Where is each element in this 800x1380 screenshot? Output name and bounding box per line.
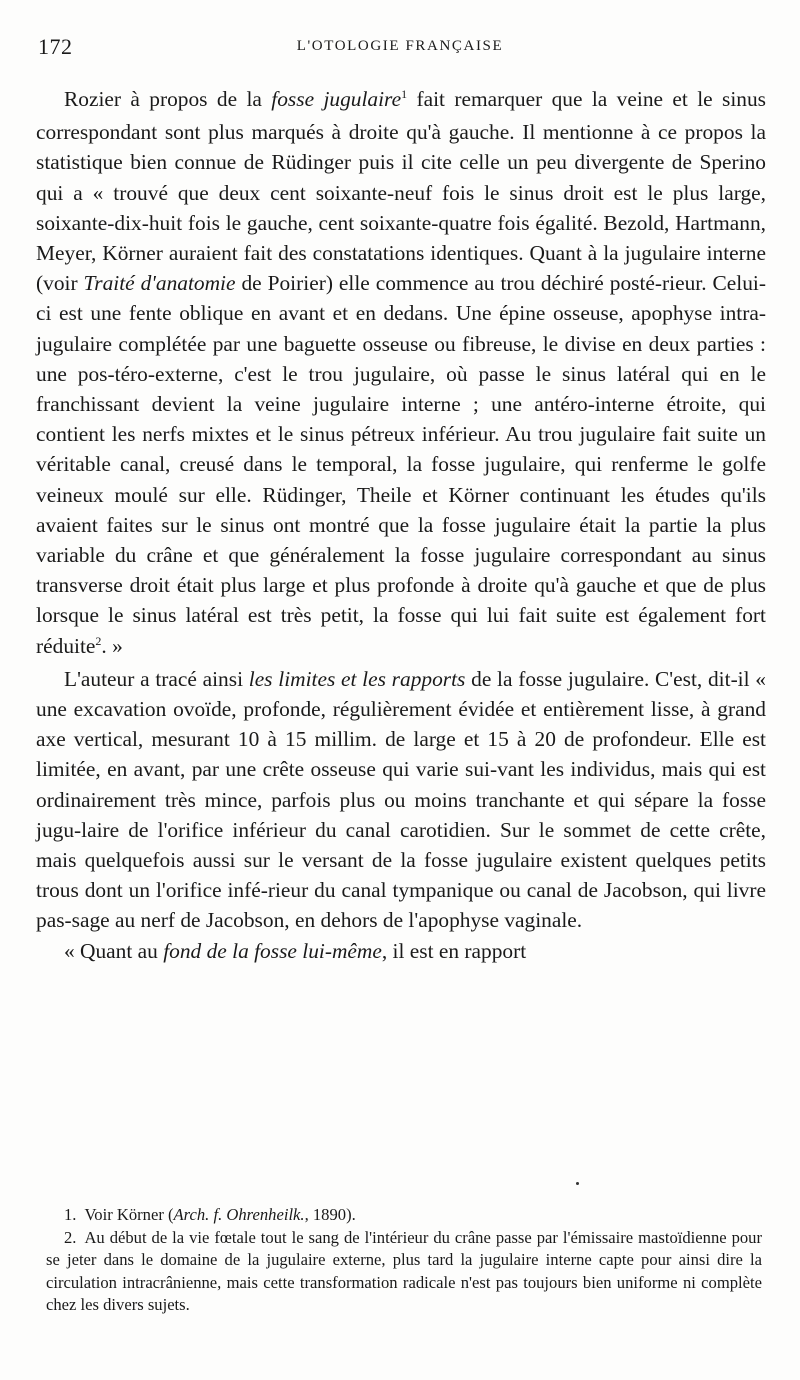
paragraph-3 [36, 936, 766, 966]
paragraph-2 [36, 664, 766, 936]
text-run: . » [101, 633, 123, 658]
footnote-2 [46, 1227, 762, 1317]
stray-mark [576, 1182, 579, 1185]
text-run: L'auteur a tracé ainsi [64, 666, 249, 691]
footnote-text: , 1890). [304, 1205, 356, 1224]
footnote-1 [46, 1204, 762, 1227]
footnote-text: Au début de la vie fœtale tout le sang de l'intérieur du crâne passe par l'émissaire mastoïdienne pour se jeter dans le domaine de la jugulaire externe, plus tard la jugulaire interne capte pour ainsi dire la circulation intracrânienne, mais cette transformation radicale n'est pas toujours bien uniforme ni complète chez les divers sujets. [46, 1227, 762, 1315]
italic-term: fosse jugulaire [271, 87, 402, 111]
text-run: , il est en rapport [381, 938, 527, 963]
running-head: L'OTOLOGIE FRANÇAISE [296, 38, 504, 54]
footnote-ref-1: 1 [401, 87, 408, 101]
text-run: Rozier à propos de la [64, 87, 272, 111]
text-run: de Poirier) elle commence au trou déchiré posté-rieur. Celui-ci est une fente oblique en avant et en dedans. Une épine osseuse, apophyse intra-jugulaire complétée par une baguette osseuse ou fibreuse, le divise en deux parties : une pos-téro-externe, c'est le trou jugulaire, où passe le sinus latéral qui en le franchissant devient la veine jugulaire interne ; une antéro-interne étroite, qui contient les nerfs mixtes et le sinus pétreux inférieur. Au trou jugulaire fait suite un véritable canal, creusé dans le temporal, la fosse jugulaire, qui renferme le golfe veineux moulé sur elle. Rüdinger, Theile et Körner continuant les études qu'ils avaient faites sur le sinus ont montré que la fosse jugulaire était la partie la plus variable du crâne et que généralement la fosse jugulaire correspondant au sinus transverse droit était plus large et plus profonde à droite qu'à gauche et que de plus lorsque le sinus latéral est très petit, la fosse qui lui fait suite est également fort réduite [36, 271, 766, 658]
footnote-text: Voir Körner ( [84, 1205, 174, 1224]
italic-term: fond de la fosse lui-même [163, 938, 382, 963]
body-text [36, 84, 766, 966]
text-run: « Quant au [64, 938, 164, 963]
text-run: fait remarquer que la veine et le sinus correspondant sont plus marqués à droite qu'à gauche. Il mentionne à ce propos la statistique bien connue de Rüdinger puis il cite celle un peu divergente de Sperino qui a « trouvé que deux cent soixante-neuf fois le sinus droit est le plus large, soixante-dix-huit fois le gauche, cent soixante-quatre fois égalité. Bezold, Hartmann, Meyer, Körner auraient fait des constatations identiques. Quant à la jugulaire interne (voir [36, 87, 767, 296]
italic-term: Traité d'anatomie [83, 271, 236, 296]
footnote-number: 2. [64, 1227, 77, 1247]
page-number: 172 [38, 34, 73, 59]
page-header [38, 34, 762, 64]
footnote-number: 1. [64, 1205, 77, 1224]
footnote-italic: Arch. f. Ohrenheilk. [173, 1205, 305, 1224]
paragraph-1 [36, 84, 766, 664]
footnotes [46, 1204, 762, 1317]
footnote-ref-2: 2 [95, 633, 102, 648]
italic-term: les limites et les rapports [248, 666, 466, 691]
text-run: de la fosse jugulaire. C'est, dit-il « une excavation ovoïde, profonde, régulièrement évidée et entièrement lisse, à grand axe vertical, mesurant 10 à 15 millim. de large et 15 à 20 de profondeur. Elle est limitée, en avant, par une crête osseuse qui varie sui-vant les individus, mais qui est ordinairement très mince, parfois plus ou moins tranchante et qui sépare la fosse jugu-laire de l'orifice inférieur du canal carotidien. Sur le sommet de cette crête, mais quelquefois aussi sur le versant de la fosse jugulaire existent quelques petits trous dont un l'orifice infé-rieur du canal tympanique ou canal de Jacobson, qui livre pas-sage au nerf de Jacobson, en dehors de l'apophyse vaginale. [36, 666, 767, 933]
